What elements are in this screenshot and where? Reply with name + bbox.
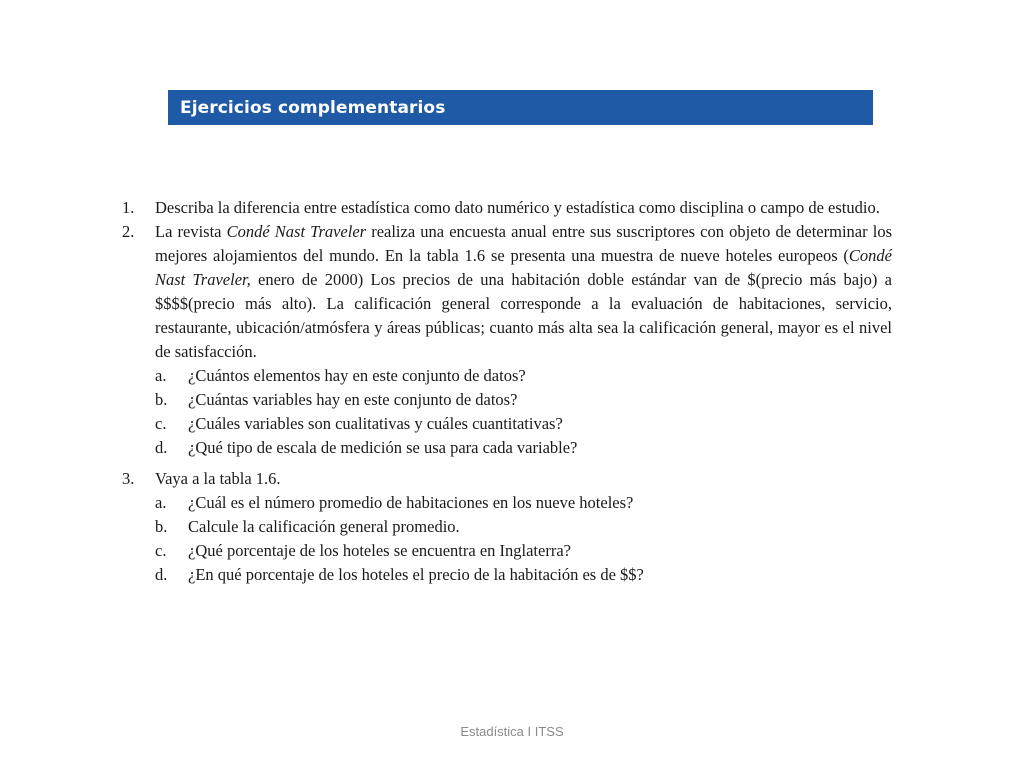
sub-question-letter: c. bbox=[155, 414, 167, 433]
sub-question-text: ¿Qué porcentaje de los hoteles se encuentra en Inglaterra? bbox=[188, 541, 571, 560]
sub-question-letter: b. bbox=[155, 517, 168, 536]
exercise-text-part: enero de 2000) Los precios de una habitación doble estándar van de $(precio más bajo) a $$$$(precio más alto). La calificación general corresponde a la evaluación de habitaciones, servicio, restaurante, ubicación/atmósfera y áreas públicas; cuanto más alta sea la calificación general, mayor es el nivel de satisfacción. bbox=[155, 270, 892, 361]
sub-question bbox=[155, 539, 892, 563]
exercise-2 bbox=[122, 220, 892, 460]
magazine-title: Condé Nast Traveler, bbox=[155, 246, 892, 289]
section-banner bbox=[168, 90, 873, 125]
exercise-list bbox=[122, 196, 892, 587]
exercise-text-part: La revista bbox=[155, 222, 227, 241]
sub-question-letter: c. bbox=[155, 541, 167, 560]
sub-question-text: ¿En qué porcentaje de los hoteles el precio de la habitación es de $$? bbox=[188, 565, 644, 584]
exercise-text: Describa la diferencia entre estadística como dato numérico y estadística como disciplina o campo de estudio. bbox=[155, 198, 880, 217]
exercise-body bbox=[155, 196, 892, 220]
exercise-body bbox=[155, 467, 892, 587]
sub-question-text: ¿Cuántas variables hay en este conjunto de datos? bbox=[188, 390, 518, 409]
sub-question-text: ¿Qué tipo de escala de medición se usa para cada variable? bbox=[188, 438, 578, 457]
sub-question-text: ¿Cuántos elementos hay en este conjunto de datos? bbox=[188, 366, 526, 385]
exercise-number: 2. bbox=[122, 222, 135, 241]
sub-question-text: ¿Cuáles variables son cualitativas y cuáles cuantitativas? bbox=[188, 414, 563, 433]
exercise-1 bbox=[122, 196, 892, 220]
exercise-3 bbox=[122, 467, 892, 587]
sub-question-letter: a. bbox=[155, 366, 167, 385]
exercise-text: Vaya a la tabla 1.6. bbox=[155, 469, 281, 488]
sub-question bbox=[155, 412, 892, 436]
exercise-number: 1. bbox=[122, 198, 135, 217]
exercise-number: 3. bbox=[122, 469, 135, 488]
exercise-body bbox=[155, 220, 892, 460]
sub-question-letter: d. bbox=[155, 438, 168, 457]
banner-title: Ejercicios complementarios bbox=[180, 97, 446, 118]
exercise-text-part: realiza una encuesta anual entre sus suscriptores con objeto de determinar los mejores alojamientos del mundo. En la tabla 1.6 se presenta una muestra de nueve hoteles europeos ( bbox=[155, 222, 892, 265]
sub-question-text: ¿Cuál es el número promedio de habitaciones en los nueve hoteles? bbox=[188, 493, 634, 512]
sub-question bbox=[155, 563, 892, 587]
sub-question bbox=[155, 436, 892, 460]
sub-question bbox=[155, 364, 892, 388]
sub-question-letter: a. bbox=[155, 493, 167, 512]
slide-footer: Estadística I ITSS bbox=[460, 724, 564, 739]
magazine-title: Condé Nast Traveler bbox=[226, 222, 367, 241]
sub-question-letter: b. bbox=[155, 390, 168, 409]
sub-question bbox=[155, 515, 892, 539]
exercise-text bbox=[155, 220, 892, 364]
sub-question bbox=[155, 491, 892, 515]
sub-question-text: Calcule la calificación general promedio. bbox=[188, 517, 460, 536]
sub-question bbox=[155, 388, 892, 412]
sub-question-letter: d. bbox=[155, 565, 168, 584]
